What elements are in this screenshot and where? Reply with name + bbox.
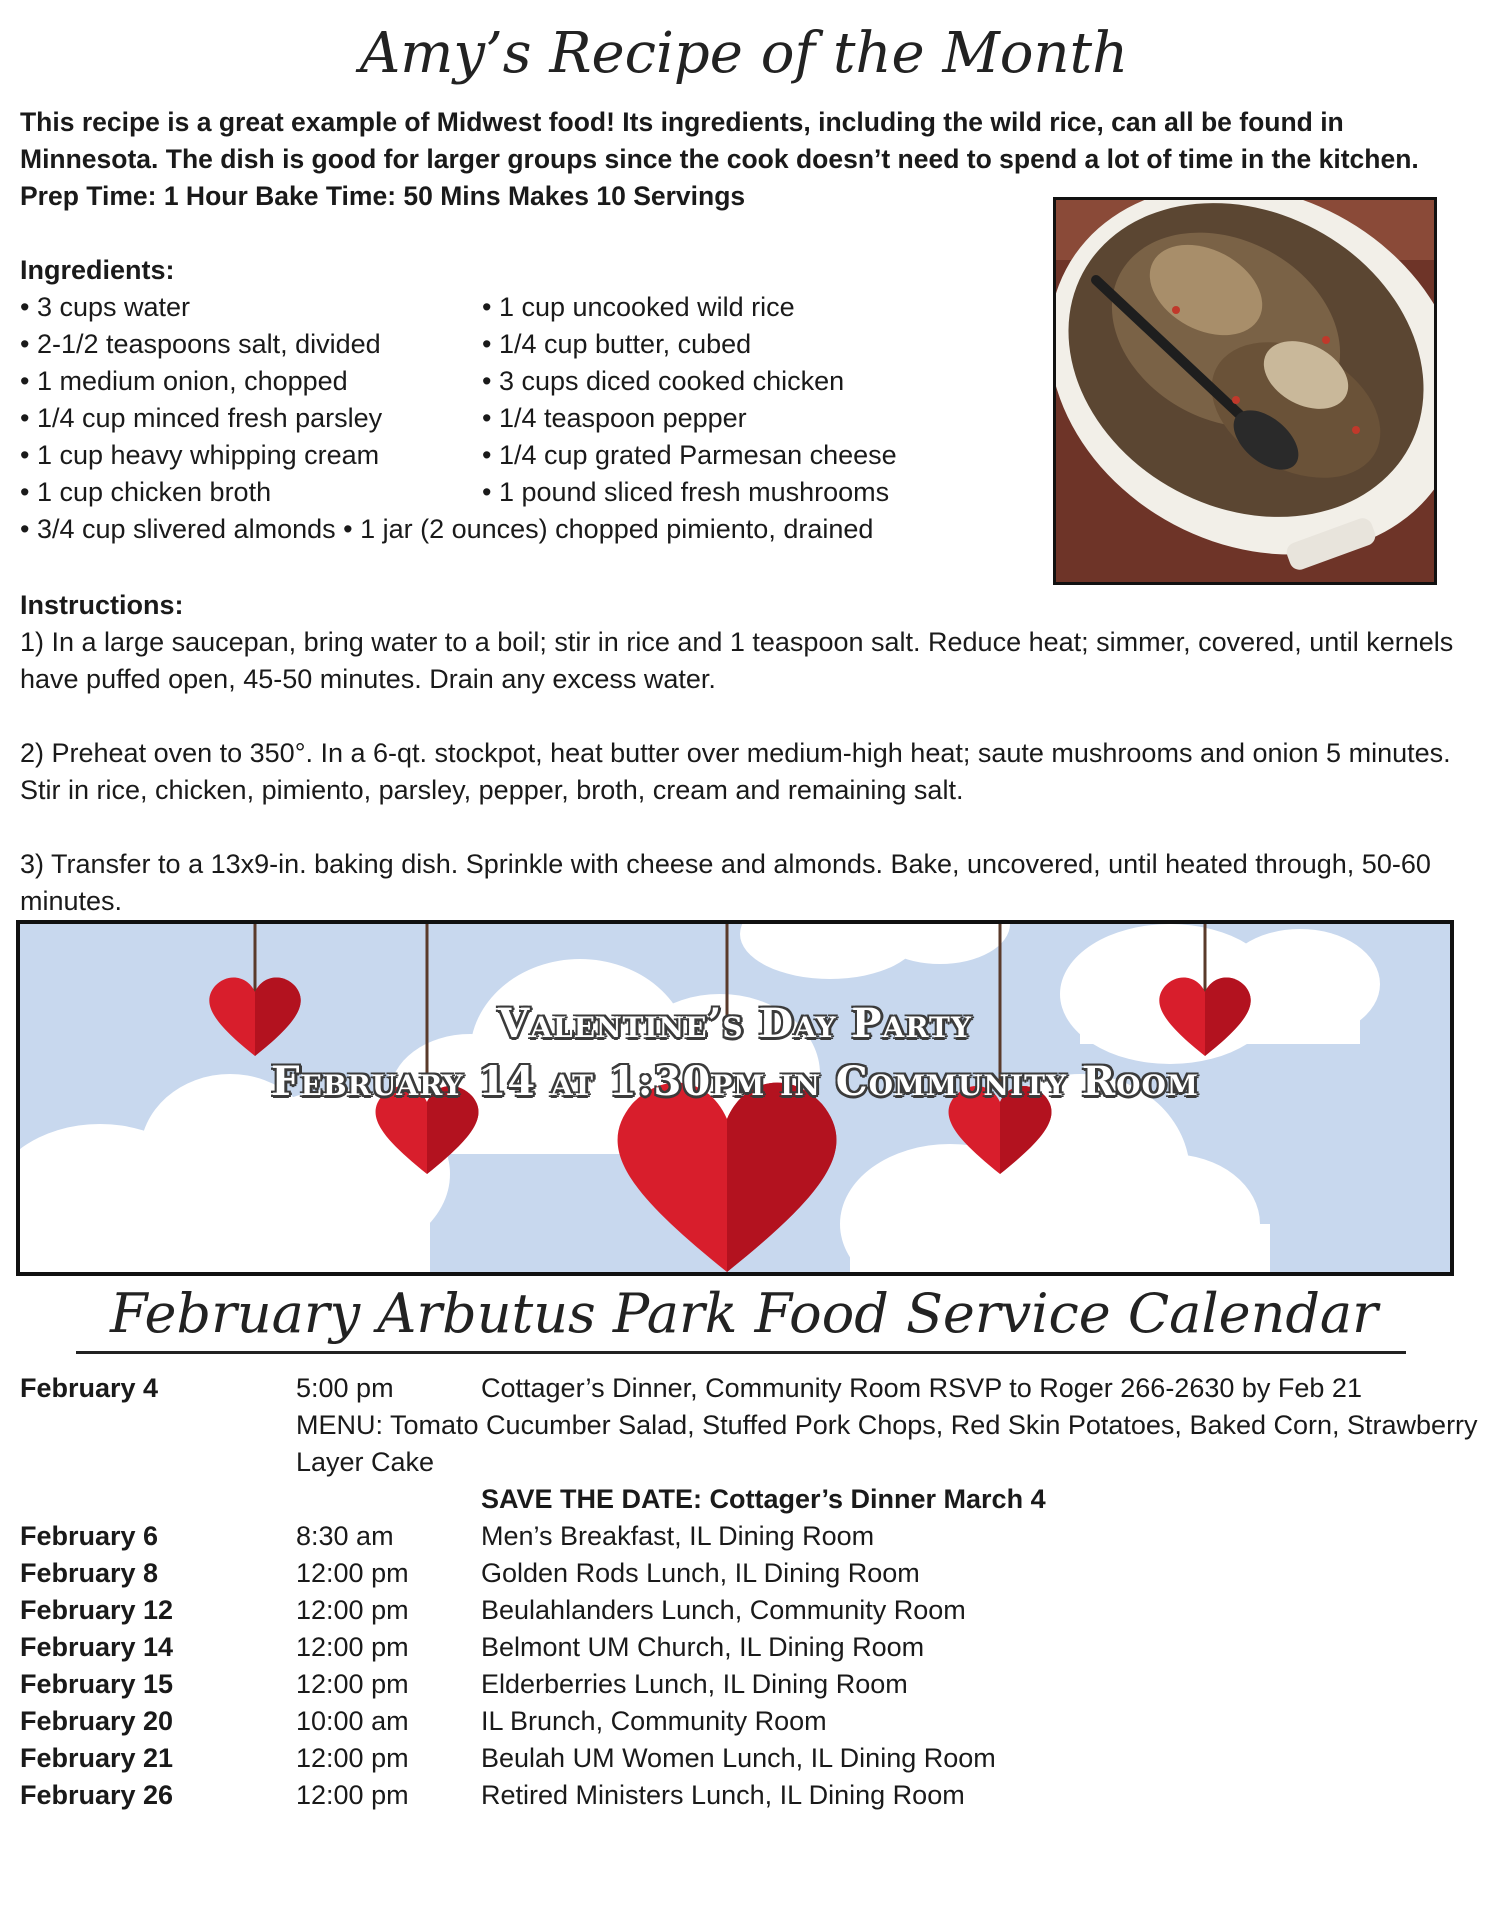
- event-description: Beulahlanders Lunch, Community Room: [481, 1595, 966, 1625]
- event-time: 12:00 pm: [296, 1743, 409, 1773]
- valentines-banner: [16, 920, 1454, 1276]
- calendar-title: February Arbutus Park Food Service Calendar: [110, 1282, 1378, 1345]
- ingredients-section: [20, 252, 1050, 548]
- instructions-heading: Instructions:: [20, 590, 184, 620]
- calendar-row: [20, 1777, 1480, 1814]
- event-date: February 12: [20, 1595, 174, 1625]
- event-time: 12:00 pm: [296, 1595, 409, 1625]
- event-date: February 26: [20, 1780, 174, 1810]
- ingredients-column-left: [20, 289, 482, 511]
- calendar-row: [20, 1592, 1480, 1629]
- ingredient-item: • 1 pound sliced fresh mushrooms: [482, 477, 890, 507]
- ingredient-item: • 1/4 cup grated Parmesan cheese: [482, 440, 897, 470]
- ingredient-item: • 1/4 cup butter, cubed: [482, 329, 752, 359]
- instructions-section: [20, 587, 1480, 957]
- ingredients-heading: Ingredients:: [20, 255, 175, 285]
- ingredients-column-right: [482, 289, 1042, 511]
- calendar-row: [20, 1703, 1480, 1740]
- calendar-row: [20, 1370, 1480, 1407]
- event-time: 5:00 pm: [296, 1373, 394, 1403]
- event-description: Cottager’s Dinner, Community Room RSVP to Roger 266-2630 by Feb 21: [481, 1373, 1362, 1403]
- casserole-photo: [1053, 197, 1437, 585]
- event-date: February 8: [20, 1558, 159, 1588]
- ingredient-item: • 1 cup chicken broth: [20, 477, 272, 507]
- ingredient-item: • 3 cups diced cooked chicken: [482, 366, 845, 396]
- calendar-row: [20, 1629, 1480, 1666]
- event-time: 12:00 pm: [296, 1558, 409, 1588]
- calendar-title-underline: [76, 1351, 1406, 1354]
- casserole-illustration: [1056, 200, 1434, 582]
- event-description: Men’s Breakfast, IL Dining Room: [481, 1521, 875, 1551]
- event-description: Beulah UM Women Lunch, IL Dining Room: [481, 1743, 996, 1773]
- ingredient-item: • 2-1/2 teaspoons salt, divided: [20, 329, 381, 359]
- event-time: 8:30 am: [296, 1521, 394, 1551]
- event-date: February 6: [20, 1521, 159, 1551]
- recipe-intro: This recipe is a great example of Midwest food! Its ingredients, including the wild rice, can all be found in Minnesota. The dish is good for larger groups since the cook doesn’t need to spend a lot of time in the kitchen. Prep Time: 1 Hour Bake Time: 50 Mins Makes 10 Servings: [20, 107, 1419, 211]
- event-description: Retired Ministers Lunch, IL Dining Room: [481, 1780, 965, 1810]
- instruction-step: 3) Transfer to a 13x9-in. baking dish. Sprinkle with cheese and almonds. Bake, uncovered, until heated through, 50-60 minutes.: [20, 849, 1431, 916]
- calendar-row: [20, 1740, 1480, 1777]
- event-date: February 4: [20, 1373, 159, 1403]
- event-description: Golden Rods Lunch, IL Dining Room: [481, 1558, 920, 1588]
- ingredient-item: • 1 cup heavy whipping cream: [20, 440, 380, 470]
- calendar-row: [20, 1518, 1480, 1555]
- instruction-step: 1) In a large saucepan, bring water to a boil; stir in rice and 1 teaspoon salt. Reduce heat; simmer, covered, until kernels have puffed open, 45-50 minutes. Drain any excess water.: [20, 627, 1454, 694]
- event-menu: MENU: Tomato Cucumber Salad, Stuffed Pork Chops, Red Skin Potatoes, Baked Corn, Strawberry Layer Cake: [296, 1410, 1478, 1477]
- event-date: February 21: [20, 1743, 174, 1773]
- save-the-date: SAVE THE DATE: Cottager’s Dinner March 4: [481, 1484, 1046, 1514]
- banner-subtitle: February 14 at 1:30pm in Community Room: [271, 1058, 1199, 1105]
- calendar-row: [20, 1666, 1480, 1703]
- calendar-row: [20, 1555, 1480, 1592]
- banner-title: Valentine’s Day Party: [498, 1000, 972, 1047]
- event-date: February 15: [20, 1669, 174, 1699]
- event-description: Belmont UM Church, IL Dining Room: [481, 1632, 925, 1662]
- event-description: IL Brunch, Community Room: [481, 1706, 827, 1736]
- ingredients-grid: [20, 289, 1050, 511]
- event-time: 10:00 am: [296, 1706, 409, 1736]
- recipe-title: Amy’s Recipe of the Month: [359, 21, 1129, 86]
- ingredient-item: • 1 medium onion, chopped: [20, 366, 348, 396]
- event-time: 12:00 pm: [296, 1632, 409, 1662]
- event-time: 12:00 pm: [296, 1780, 409, 1810]
- ingredient-item: • 1/4 teaspoon pepper: [482, 403, 747, 433]
- event-date: February 20: [20, 1706, 174, 1736]
- event-time: 12:00 pm: [296, 1669, 409, 1699]
- calendar-list: [20, 1370, 1480, 1814]
- ingredient-item: • 1/4 cup minced fresh parsley: [20, 403, 383, 433]
- ingredient-item: • 3 cups water: [20, 292, 191, 322]
- ingredient-item: • 1 cup uncooked wild rice: [482, 292, 795, 322]
- event-date: February 14: [20, 1632, 174, 1662]
- ingredient-item-last: • 3/4 cup slivered almonds • 1 jar (2 ounces) chopped pimiento, drained: [20, 514, 874, 544]
- event-description: Elderberries Lunch, IL Dining Room: [481, 1669, 908, 1699]
- instruction-step: 2) Preheat oven to 350°. In a 6-qt. stockpot, heat butter over medium-high heat; saute mushrooms and onion 5 minutes. Stir in rice, chicken, pimiento, parsley, pepper, broth, cream and remaining salt.: [20, 738, 1451, 805]
